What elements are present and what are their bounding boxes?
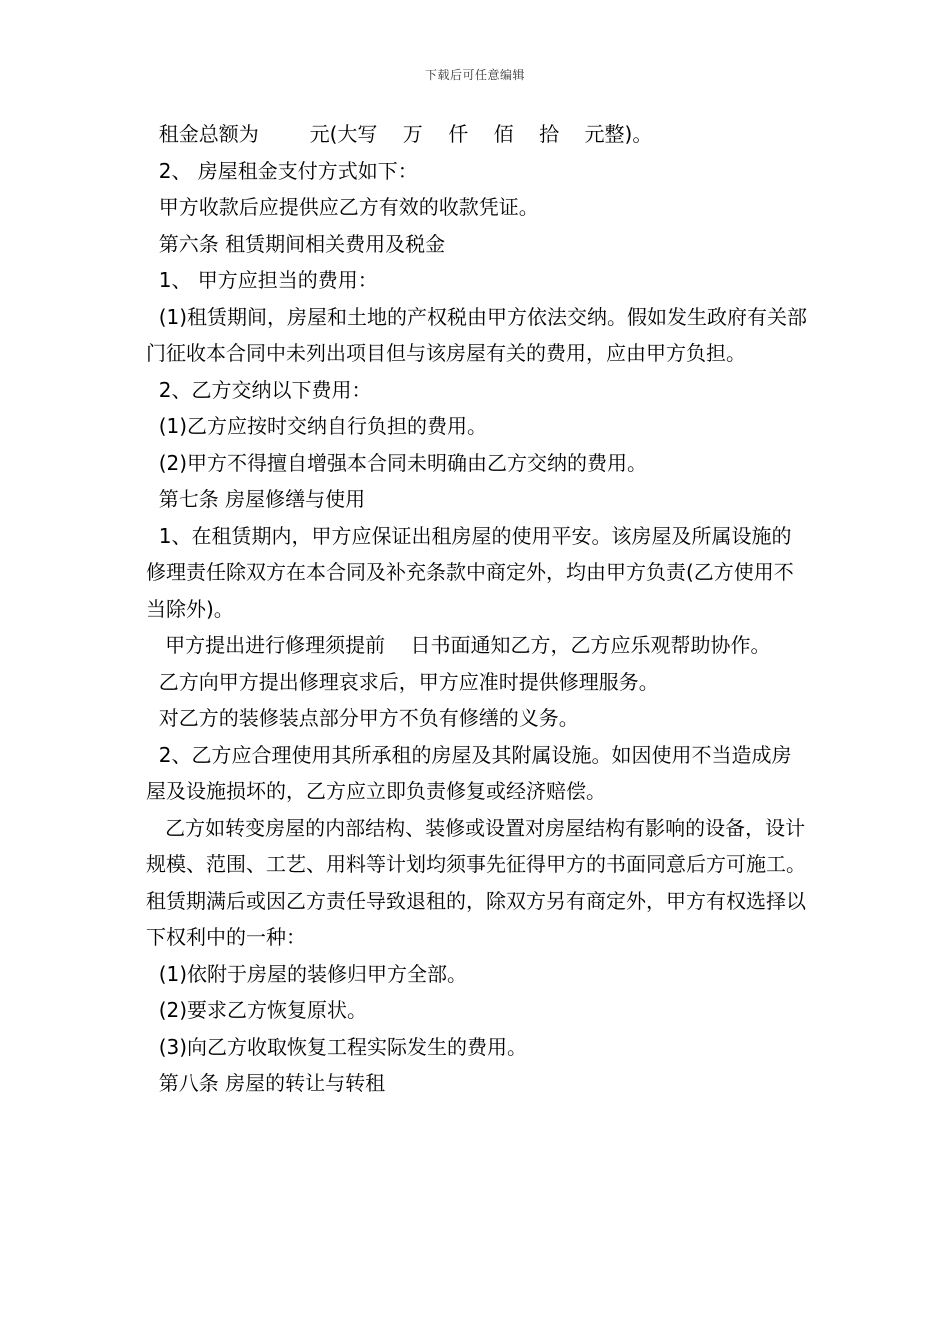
paragraph-repair-duty: 1、在租赁期内，甲方应保证出租房屋的使用平安。该房屋及所属设施的修理责任除双方在本合同及补充条款中商定外，均由甲方负责(乙方使用不当除外)。 xyxy=(146,523,794,621)
paragraph-option-1: (1)依附于房屋的装修归甲方全部。 xyxy=(146,961,468,986)
paragraph-decoration: 对乙方的装修装点部分甲方不负有修缮的义务。 xyxy=(146,706,579,730)
paragraph-structure-change: 乙方如转变房屋的内部结构、装修或设置对房屋结构有影响的设备，设计规模、范围、工艺、用料等计划均须事先征得甲方的书面同意后方可施工。租赁期满后或因乙方责任导致退租的，除双方另有商定外，甲方有权选择以下权利中的一种： xyxy=(146,815,806,949)
paragraph-b-pay-on-time: (1)乙方应按时交纳自行负担的费用。 xyxy=(146,414,488,438)
document-body xyxy=(146,116,810,1102)
section-heading-7: 第七条 房屋修缮与使用 xyxy=(146,487,366,511)
paragraph-repair-notice: 甲方提出进行修理须提前 日书面通知乙方，乙方应乐观帮助协作。 xyxy=(146,633,771,657)
paragraph-proper-use: 2、乙方应合理使用其所承租的房屋及其附属设施。如因使用不当造成房屋及设施损坏的，乙方应立即负责修复或经济赔偿。 xyxy=(146,742,792,803)
paragraph-payment-method: 2、 房屋租金支付方式如下： xyxy=(146,158,418,183)
paragraph-no-extra-fees: (2)甲方不得擅自增强本合同未明确由乙方交纳的费用。 xyxy=(146,450,648,475)
paragraph-repair-request: 乙方向甲方提出修理哀求后，甲方应准时提供修理服务。 xyxy=(146,669,659,694)
paragraph-rent-total: 租金总额为 元(大写 万 仟 佰 拾 元整)。 xyxy=(146,122,653,146)
paragraph-party-a-fees: 1、 甲方应担当的费用： xyxy=(146,268,378,292)
paragraph-receipt: 甲方收款后应提供应乙方有效的收款凭证。 xyxy=(146,195,539,219)
section-heading-6: 第六条 租赁期间相关费用及税金 xyxy=(146,231,446,256)
header-note: 下载后可任意编辑 xyxy=(424,68,525,82)
paragraph-party-b-fees: 2、乙方交纳以下费用： xyxy=(146,377,372,402)
paragraph-option-2: (2)要求乙方恢复原状。 xyxy=(146,998,368,1022)
paragraph-option-3: (3)向乙方收取恢复工程实际发生的费用。 xyxy=(146,1034,528,1059)
paragraph-property-tax: (1)租赁期间，房屋和土地的产权税由甲方依法交纳。假如发生政府有关部门征收本合同中未列出项目但与该房屋有关的费用，应由甲方负担。 xyxy=(146,304,808,365)
section-heading-8: 第八条 房屋的转让与转租 xyxy=(146,1071,386,1095)
